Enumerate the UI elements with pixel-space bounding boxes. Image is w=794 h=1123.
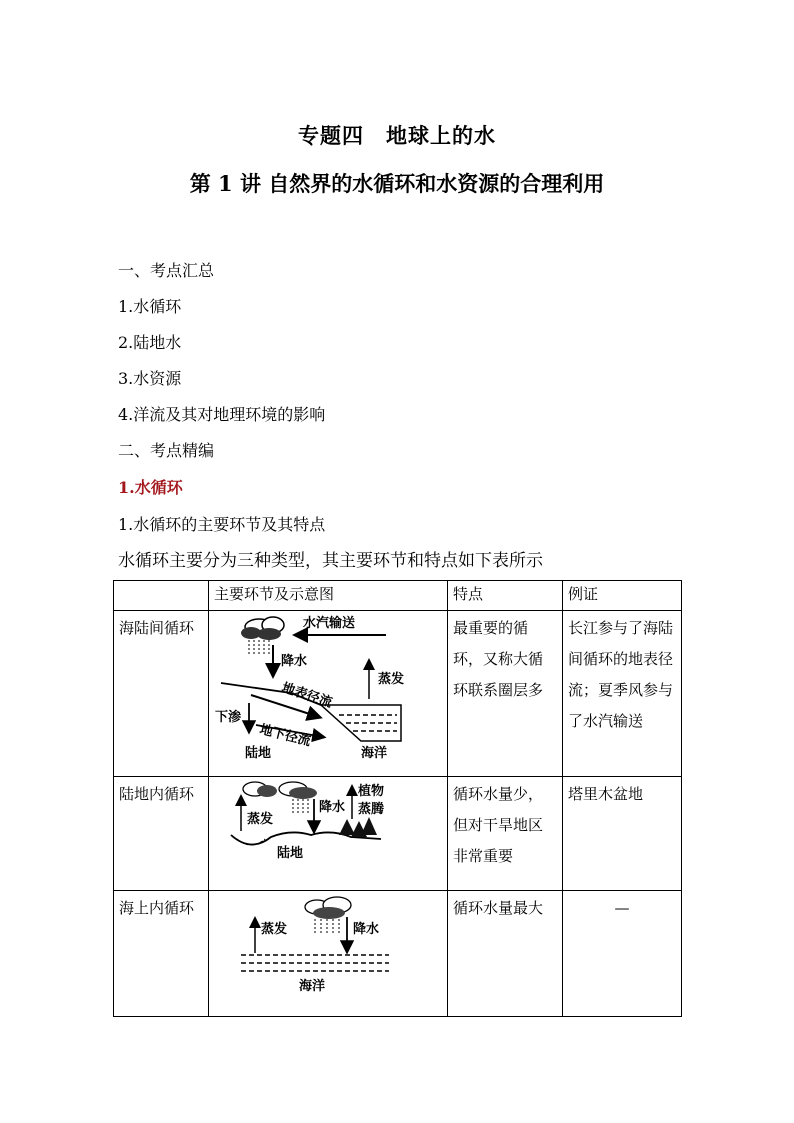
header-cell: [114, 581, 209, 611]
page-subtitle: 第 1 讲 自然界的水循环和水资源的合理利用: [189, 171, 605, 196]
cycle-example: 塔里木盆地: [563, 777, 682, 891]
header-cell: 主要环节及示意图: [209, 581, 448, 611]
header-cell: 例证: [563, 581, 682, 611]
diagram-label-vapor: 水汽输送: [303, 616, 356, 631]
diagram-label-land: 陆地: [277, 846, 304, 861]
section-heading-summary: 一、考点汇总: [118, 261, 215, 280]
outline-item: 4.洋流及其对地理环境的影响: [118, 405, 326, 424]
cloud-icon: [305, 897, 351, 919]
diagram-label-land: 陆地: [245, 746, 272, 761]
outline-item: 3.水资源: [118, 369, 182, 388]
table-row: [114, 611, 682, 777]
section-heading-details: 二、考点精编: [118, 441, 215, 460]
cycle-feature: 最重要的循环，又称大循环联系圈层多: [448, 611, 563, 777]
sea-land-cycle-diagram-cell: [209, 611, 448, 777]
cycle-type: 海上内循环: [114, 891, 209, 1017]
cycle-example: —: [563, 891, 682, 1017]
cycle-feature: 循环水量最大: [448, 891, 563, 1017]
table-row: [114, 777, 682, 891]
diagram-label-rain: 降水: [319, 800, 346, 815]
diagram-label-infiltrate: 下渗: [215, 710, 242, 725]
cycle-type: 陆地内循环: [114, 777, 209, 891]
table-header-row: [114, 581, 682, 611]
rain-icon: [315, 919, 339, 935]
subtopic-heading: 1.水循环的主要环节及其特点: [118, 515, 326, 534]
intro-text: 水循环主要分为三种类型，其主要环节和特点如下表所示: [118, 551, 543, 571]
diagram-label-plant: 植物: [358, 784, 385, 799]
diagram-label-ocean: 海洋: [299, 979, 326, 994]
ocean-waves: [241, 955, 389, 971]
land-cycle-diagram: [211, 779, 443, 877]
cycle-feature: 循环水量少，但对干旱地区非常重要: [448, 777, 563, 891]
water-cycle-table: [113, 580, 682, 1017]
outline-item: 2.陆地水: [118, 333, 182, 352]
cycle-type: 海陆间循环: [114, 611, 209, 777]
cycle-example: 长江参与了海陆间循环的地表径流；夏季风参与了水汽输送: [563, 611, 682, 777]
diagram-label-runoff: 地表径流: [279, 680, 334, 711]
topic-heading: 1.水循环: [118, 478, 183, 497]
diagram-label-transpiration: 蒸腾: [358, 802, 385, 817]
rain-icon: [293, 799, 308, 813]
table-row: [114, 891, 682, 1017]
header-cell: 特点: [448, 581, 563, 611]
cloud-icon: [243, 782, 317, 799]
ocean-cycle-diagram-cell: [209, 891, 448, 1017]
tree-icon: [339, 817, 377, 837]
diagram-label-evap: 蒸发: [261, 922, 288, 937]
diagram-label-groundwater: 地下径流: [258, 722, 313, 750]
diagram-label-evap: 蒸发: [247, 812, 274, 827]
diagram-label-rain: 降水: [353, 922, 380, 937]
outline-item: 1.水循环: [118, 297, 182, 316]
land-cycle-diagram-cell: [209, 777, 448, 891]
diagram-label-ocean: 海洋: [361, 746, 388, 761]
ocean-cycle-diagram: [211, 893, 443, 1003]
diagram-label-evap: 蒸发: [378, 672, 405, 687]
diagram-label-rain: 降水: [281, 654, 308, 669]
sea-land-cycle-diagram: [211, 613, 443, 763]
page-title: 专题四 地球上的水: [298, 123, 496, 148]
rain-icon: [249, 640, 269, 655]
cloud-icon: [241, 617, 284, 640]
